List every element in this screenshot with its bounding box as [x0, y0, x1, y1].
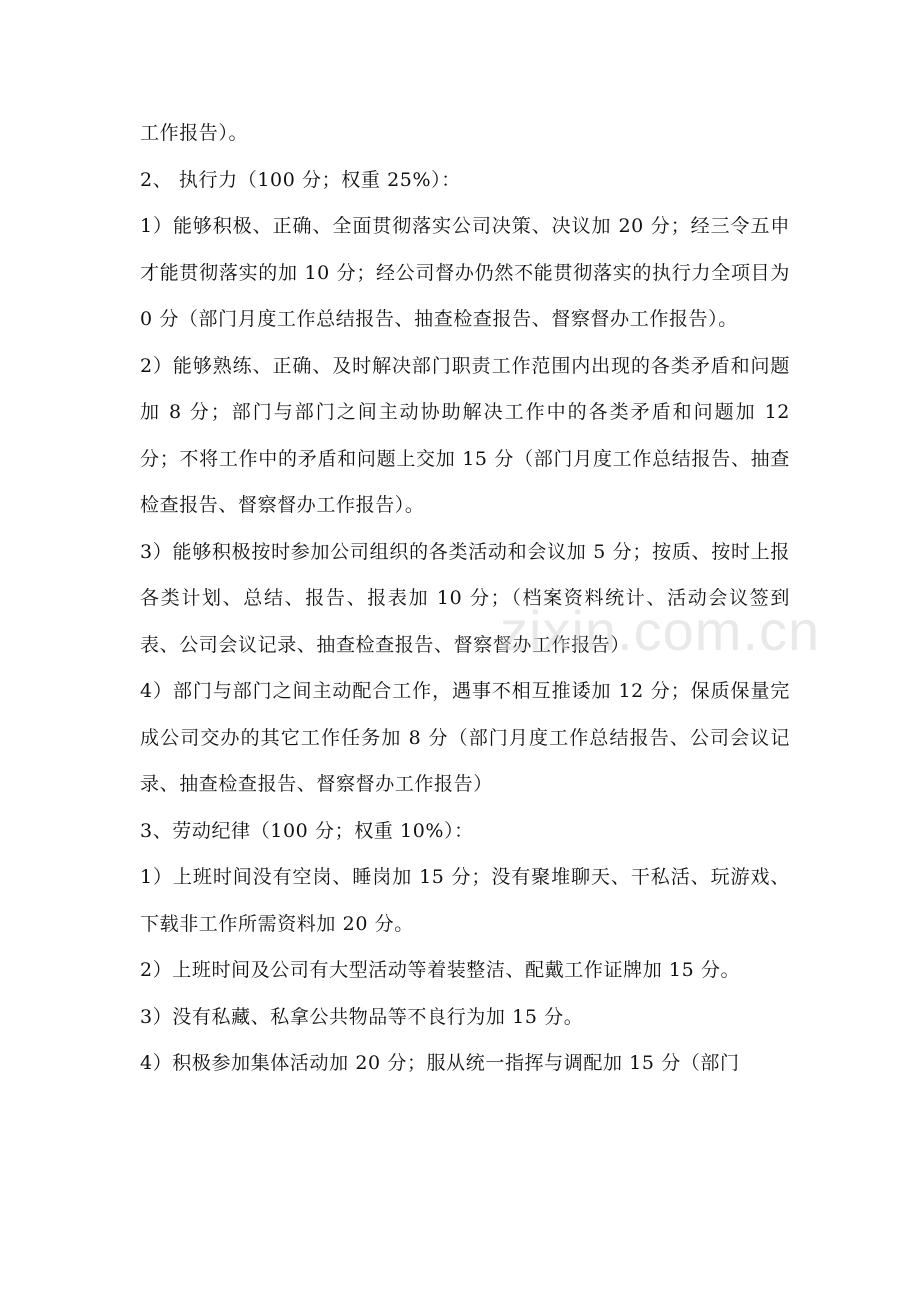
paragraph-4: 2）能够熟练、正确、及时解决部门职责工作范围内出现的各类矛盾和问题加 8 分；部门与部门之间主动协助解决工作中的各类矛盾和问题加 12 分；不将工作中的矛盾和问题上交加 15 分（部门月度工作总结报告、抽查检查报告、督察督办工作报告）。 — [140, 354, 790, 516]
section-heading-execution: 2、 执行力（100 分；权重 25%）： — [140, 168, 461, 191]
paragraph-3: 1）能够积极、正确、全面贯彻落实公司决策、决议加 20 分；经三令五申才能贯彻落实的加 10 分；经公司督办仍然不能贯彻落实的执行力全项目为 0 分（部门月度工作总结报告、抽查检查报告、督察督办工作报告）。 — [140, 215, 790, 330]
document-body — [140, 110, 790, 1087]
paragraph-10: 3）没有私藏、私拿公共物品等不良行为加 15 分。 — [140, 1005, 584, 1028]
paragraph-8: 1）上班时间没有空岗、睡岗加 15 分；没有聚堆聊天、干私活、玩游戏、下载非工作所需资料加 20 分。 — [140, 866, 790, 935]
paragraph-1: 工作报告）。 — [140, 122, 249, 144]
watermark-text: zixin.com.cn — [500, 599, 821, 662]
paragraph-6: 4）部门与部门之间主动配合工作，遇事不相互推诿加 12 分；保质保量完成公司交办的其它工作任务加 8 分（部门月度工作总结报告、公司会议记录、抽查检查报告、督察督办工作报告） — [140, 680, 790, 795]
section-heading-discipline: 3、劳动纪律（100 分；权重 10%）： — [140, 819, 474, 842]
paragraph-5: 3）能够积极按时参加公司组织的各类活动和会议加 5 分；按质、按时上报各类计划、总结、报告、报表加 10 分；（档案资料统计、活动会议签到表、公司会议记录、抽查检查报告、督察督办工作报告） — [140, 540, 790, 656]
paragraph-11: 4）积极参加集体活动加 20 分；服从统一指挥与调配加 15 分（部门 — [140, 1052, 740, 1074]
paragraph-9: 2）上班时间及公司有大型活动等着装整洁、配戴工作证牌加 15 分。 — [140, 959, 741, 981]
